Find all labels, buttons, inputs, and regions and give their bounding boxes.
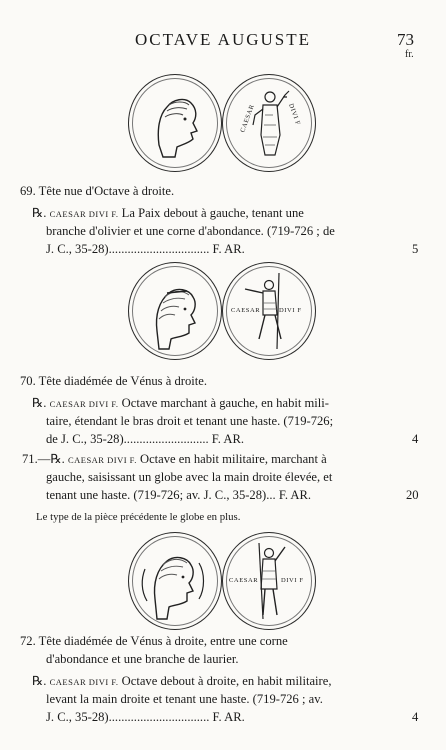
header-title: OCTAVE AUGUSTE xyxy=(134,30,312,49)
coin-pair-72 xyxy=(0,532,446,642)
entry-72-title-line1: 72. Tête diadémée de Vénus à droite, entre une corne xyxy=(20,634,288,648)
coin-72-obverse xyxy=(128,532,222,630)
entry-70-reverse-line2: taire, étendant le bras droit et tenant une haste. (719-726; xyxy=(46,414,334,428)
entry-69-reverse-line3: J. C., 35-28)................................ F. AR. xyxy=(46,242,245,256)
reverse-legend-left: CAESAR xyxy=(239,103,256,134)
reverse-legend-left: CAESAR xyxy=(229,577,259,584)
entry-70-value: 4 xyxy=(412,432,419,446)
entry-72-reverse-line2: levant la main droite et tenant une haste. (719-726 ; av. xyxy=(46,692,323,706)
coin-70-obverse xyxy=(128,262,222,360)
entry-71-reverse-line3: tenant une haste. (719-726; av. J. C., 35-28)... F. AR. xyxy=(46,488,312,502)
page-number: 73 xyxy=(397,30,414,49)
entry-71-note: Le type de la pièce précédente le globe en plus. xyxy=(36,511,241,523)
venus-head-cornucopia-icon xyxy=(129,533,221,629)
entry-72-reverse-line1: ℞. CAESAR DIVI F. Octave debout à droite, en habit militaire, xyxy=(32,674,332,688)
entry-69-value: 5 xyxy=(412,242,419,256)
entry-69-title: 69. Tête nue d'Octave à droite. xyxy=(20,184,175,198)
octavian-head-icon xyxy=(129,75,221,171)
coin-pair-70 xyxy=(0,262,446,372)
reverse-legend-right: DIVI F xyxy=(287,102,302,127)
entry-71-reverse-line1: 71.—℞. CAESAR DIVI F. Octave en habit militaire, marchant à xyxy=(22,452,327,466)
entry-72-reverse-line3: J. C., 35-28)................................ F. AR. xyxy=(46,710,245,724)
reverse-legend-left: CAESAR xyxy=(231,307,261,314)
coin-pair-69 xyxy=(0,74,446,184)
entry-69-reverse-line2: branche d'olivier et une corne d'abondance. (719-726 ; de xyxy=(46,224,335,238)
coin-72-reverse xyxy=(222,532,316,630)
entry-70-reverse-line3: de J. C., 35-28)........................... F. AR. xyxy=(46,432,245,446)
reverse-legend-right: DIVI F xyxy=(279,307,302,314)
entry-71-value: 20 xyxy=(406,488,419,502)
venus-head-icon xyxy=(129,263,221,359)
price-unit: fr. xyxy=(405,49,414,60)
entry-72-value: 4 xyxy=(412,710,419,724)
reverse-legend-right: DIVI F xyxy=(281,577,304,584)
entry-70-reverse-line1: ℞. CAESAR DIVI F. Octave marchant à gauche, en habit mili- xyxy=(32,396,330,410)
coin-70-reverse xyxy=(222,262,316,360)
coin-69-reverse xyxy=(222,74,316,172)
entry-69-reverse-line1: ℞. CAESAR DIVI F. La Paix debout à gauche, tenant une xyxy=(32,206,304,220)
entry-70-title: 70. Tête diadémée de Vénus à droite. xyxy=(20,374,207,388)
coin-69-obverse xyxy=(128,74,222,172)
entry-72-title-line2: d'abondance et une branche de laurier. xyxy=(46,652,239,666)
entry-71-reverse-line2: gauche, saisissant un globe avec la main droite élevée, et xyxy=(46,470,333,484)
